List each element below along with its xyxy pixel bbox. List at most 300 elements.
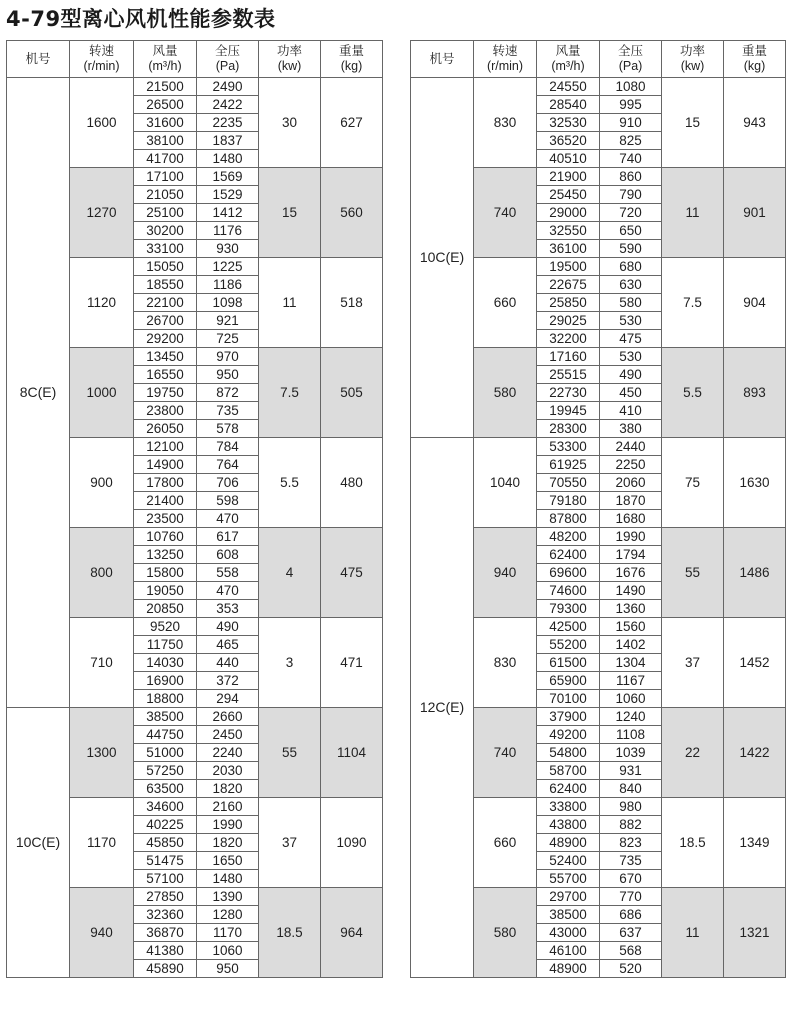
airflow-cell: 26050 bbox=[134, 420, 197, 438]
pressure-cell: 372 bbox=[197, 672, 259, 690]
speed-cell: 900 bbox=[70, 438, 134, 528]
speed-cell: 940 bbox=[474, 528, 537, 618]
pressure-cell: 840 bbox=[600, 780, 662, 798]
column-header bbox=[474, 41, 537, 78]
airflow-cell: 29200 bbox=[134, 330, 197, 348]
airflow-cell: 25515 bbox=[537, 366, 600, 384]
column-header-unit: (kg) bbox=[743, 59, 766, 73]
airflow-cell: 26500 bbox=[134, 96, 197, 114]
pressure-cell: 2660 bbox=[197, 708, 259, 726]
airflow-cell: 29000 bbox=[537, 204, 600, 222]
pressure-cell: 1529 bbox=[197, 186, 259, 204]
airflow-cell: 57250 bbox=[134, 762, 197, 780]
airflow-cell: 21050 bbox=[134, 186, 197, 204]
column-header-name: 重量 bbox=[338, 44, 364, 58]
pressure-cell: 1167 bbox=[600, 672, 662, 690]
airflow-cell: 10760 bbox=[134, 528, 197, 546]
pressure-cell: 450 bbox=[600, 384, 662, 402]
pressure-cell: 294 bbox=[197, 690, 259, 708]
pressure-cell: 490 bbox=[197, 618, 259, 636]
column-header bbox=[411, 41, 474, 78]
speed-cell: 800 bbox=[70, 528, 134, 618]
airflow-cell: 23800 bbox=[134, 402, 197, 420]
weight-cell: 627 bbox=[321, 78, 383, 168]
column-header-unit: (m³/h) bbox=[551, 59, 585, 73]
pressure-cell: 1794 bbox=[600, 546, 662, 564]
table-header-row bbox=[411, 41, 786, 78]
power-cell: 37 bbox=[662, 618, 724, 708]
pressure-cell: 680 bbox=[600, 258, 662, 276]
pressure-cell: 598 bbox=[197, 492, 259, 510]
airflow-cell: 16900 bbox=[134, 672, 197, 690]
airflow-cell: 65900 bbox=[537, 672, 600, 690]
pressure-cell: 1304 bbox=[600, 654, 662, 672]
speed-cell: 1170 bbox=[70, 798, 134, 888]
speed-cell: 740 bbox=[474, 168, 537, 258]
airflow-cell: 21400 bbox=[134, 492, 197, 510]
power-cell: 37 bbox=[259, 798, 321, 888]
pressure-cell: 578 bbox=[197, 420, 259, 438]
airflow-cell: 63500 bbox=[134, 780, 197, 798]
pressure-cell: 1176 bbox=[197, 222, 259, 240]
weight-cell: 1630 bbox=[724, 438, 786, 528]
table-header-row bbox=[7, 41, 383, 78]
pressure-cell: 1480 bbox=[197, 150, 259, 168]
column-header-name: 转速 bbox=[88, 44, 114, 58]
airflow-cell: 43000 bbox=[537, 924, 600, 942]
weight-cell: 964 bbox=[321, 888, 383, 978]
column-header bbox=[259, 41, 321, 78]
pressure-cell: 410 bbox=[600, 402, 662, 420]
pressure-cell: 490 bbox=[600, 366, 662, 384]
pressure-cell: 558 bbox=[197, 564, 259, 582]
pressure-cell: 735 bbox=[600, 852, 662, 870]
pressure-cell: 470 bbox=[197, 582, 259, 600]
pressure-cell: 475 bbox=[600, 330, 662, 348]
pressure-cell: 530 bbox=[600, 312, 662, 330]
pressure-cell: 608 bbox=[197, 546, 259, 564]
weight-cell: 480 bbox=[321, 438, 383, 528]
power-cell: 11 bbox=[662, 888, 724, 978]
column-header bbox=[70, 41, 134, 78]
airflow-cell: 51475 bbox=[134, 852, 197, 870]
airflow-cell: 54800 bbox=[537, 744, 600, 762]
airflow-cell: 40225 bbox=[134, 816, 197, 834]
column-header-name: 重量 bbox=[741, 44, 767, 58]
airflow-cell: 46100 bbox=[537, 942, 600, 960]
airflow-cell: 40510 bbox=[537, 150, 600, 168]
weight-cell: 1321 bbox=[724, 888, 786, 978]
speed-cell: 830 bbox=[474, 618, 537, 708]
airflow-cell: 18550 bbox=[134, 276, 197, 294]
pressure-cell: 1870 bbox=[600, 492, 662, 510]
airflow-cell: 31600 bbox=[134, 114, 197, 132]
speed-cell: 580 bbox=[474, 888, 537, 978]
power-cell: 7.5 bbox=[662, 258, 724, 348]
column-header bbox=[321, 41, 383, 78]
airflow-cell: 42500 bbox=[537, 618, 600, 636]
pressure-cell: 930 bbox=[197, 240, 259, 258]
airflow-cell: 34600 bbox=[134, 798, 197, 816]
airflow-cell: 12100 bbox=[134, 438, 197, 456]
pressure-cell: 950 bbox=[197, 366, 259, 384]
airflow-cell: 32200 bbox=[537, 330, 600, 348]
column-header-name: 转速 bbox=[492, 44, 518, 58]
airflow-cell: 62400 bbox=[537, 780, 600, 798]
power-cell: 11 bbox=[662, 168, 724, 258]
airflow-cell: 33800 bbox=[537, 798, 600, 816]
airflow-cell: 19945 bbox=[537, 402, 600, 420]
pressure-cell: 2160 bbox=[197, 798, 259, 816]
pressure-cell: 637 bbox=[600, 924, 662, 942]
pressure-cell: 970 bbox=[197, 348, 259, 366]
airflow-cell: 19050 bbox=[134, 582, 197, 600]
pressure-cell: 720 bbox=[600, 204, 662, 222]
pressure-cell: 465 bbox=[197, 636, 259, 654]
airflow-cell: 38100 bbox=[134, 132, 197, 150]
pressure-cell: 725 bbox=[197, 330, 259, 348]
column-header-unit: (m³/h) bbox=[148, 59, 182, 73]
model-cell: 10C(E) bbox=[7, 708, 70, 978]
pressure-cell: 470 bbox=[197, 510, 259, 528]
airflow-cell: 26700 bbox=[134, 312, 197, 330]
pressure-cell: 1480 bbox=[197, 870, 259, 888]
airflow-cell: 70550 bbox=[537, 474, 600, 492]
speed-cell: 940 bbox=[70, 888, 134, 978]
column-header-name: 全压 bbox=[214, 44, 240, 58]
power-cell: 18.5 bbox=[662, 798, 724, 888]
weight-cell: 943 bbox=[724, 78, 786, 168]
airflow-cell: 14900 bbox=[134, 456, 197, 474]
airflow-cell: 17100 bbox=[134, 168, 197, 186]
performance-table-left bbox=[6, 40, 383, 978]
airflow-cell: 48900 bbox=[537, 960, 600, 978]
airflow-cell: 70100 bbox=[537, 690, 600, 708]
airflow-cell: 28300 bbox=[537, 420, 600, 438]
airflow-cell: 32550 bbox=[537, 222, 600, 240]
airflow-cell: 38500 bbox=[134, 708, 197, 726]
column-header bbox=[537, 41, 600, 78]
speed-cell: 1270 bbox=[70, 168, 134, 258]
airflow-cell: 30200 bbox=[134, 222, 197, 240]
pressure-cell: 735 bbox=[197, 402, 259, 420]
airflow-cell: 29025 bbox=[537, 312, 600, 330]
airflow-cell: 20850 bbox=[134, 600, 197, 618]
airflow-cell: 32360 bbox=[134, 906, 197, 924]
airflow-cell: 23500 bbox=[134, 510, 197, 528]
weight-cell: 904 bbox=[724, 258, 786, 348]
pressure-cell: 2422 bbox=[197, 96, 259, 114]
weight-cell: 1349 bbox=[724, 798, 786, 888]
airflow-cell: 41700 bbox=[134, 150, 197, 168]
column-header-unit: (kw) bbox=[277, 59, 302, 73]
airflow-cell: 55200 bbox=[537, 636, 600, 654]
pressure-cell: 1990 bbox=[197, 816, 259, 834]
airflow-cell: 13450 bbox=[134, 348, 197, 366]
power-cell: 5.5 bbox=[662, 348, 724, 438]
airflow-cell: 74600 bbox=[537, 582, 600, 600]
airflow-cell: 45850 bbox=[134, 834, 197, 852]
speed-cell: 740 bbox=[474, 708, 537, 798]
weight-cell: 1104 bbox=[321, 708, 383, 798]
model-cell: 8C(E) bbox=[7, 78, 70, 708]
column-header bbox=[134, 41, 197, 78]
pressure-cell: 2030 bbox=[197, 762, 259, 780]
column-header-unit: (Pa) bbox=[618, 59, 643, 73]
pressure-cell: 1560 bbox=[600, 618, 662, 636]
speed-cell: 1040 bbox=[474, 438, 537, 528]
pressure-cell: 1490 bbox=[600, 582, 662, 600]
power-cell: 4 bbox=[259, 528, 321, 618]
column-header-unit: (kg) bbox=[340, 59, 363, 73]
pressure-cell: 910 bbox=[600, 114, 662, 132]
performance-table-right bbox=[410, 40, 786, 978]
pressure-cell: 1108 bbox=[600, 726, 662, 744]
airflow-cell: 61500 bbox=[537, 654, 600, 672]
weight-cell: 1486 bbox=[724, 528, 786, 618]
airflow-cell: 24550 bbox=[537, 78, 600, 96]
airflow-cell: 69600 bbox=[537, 564, 600, 582]
airflow-cell: 43800 bbox=[537, 816, 600, 834]
airflow-cell: 27850 bbox=[134, 888, 197, 906]
pressure-cell: 823 bbox=[600, 834, 662, 852]
table-row bbox=[7, 78, 383, 96]
pressure-cell: 825 bbox=[600, 132, 662, 150]
pressure-cell: 931 bbox=[600, 762, 662, 780]
pressure-cell: 882 bbox=[600, 816, 662, 834]
column-header-unit: (r/min) bbox=[486, 59, 524, 73]
pressure-cell: 1225 bbox=[197, 258, 259, 276]
pressure-cell: 568 bbox=[600, 942, 662, 960]
weight-cell: 1090 bbox=[321, 798, 383, 888]
column-header-unit: (kw) bbox=[680, 59, 705, 73]
airflow-cell: 38500 bbox=[537, 906, 600, 924]
airflow-cell: 51000 bbox=[134, 744, 197, 762]
pressure-cell: 1280 bbox=[197, 906, 259, 924]
airflow-cell: 33100 bbox=[134, 240, 197, 258]
speed-cell: 830 bbox=[474, 78, 537, 168]
pressure-cell: 1837 bbox=[197, 132, 259, 150]
weight-cell: 518 bbox=[321, 258, 383, 348]
power-cell: 7.5 bbox=[259, 348, 321, 438]
airflow-cell: 22100 bbox=[134, 294, 197, 312]
airflow-cell: 15050 bbox=[134, 258, 197, 276]
power-cell: 5.5 bbox=[259, 438, 321, 528]
power-cell: 18.5 bbox=[259, 888, 321, 978]
airflow-cell: 79180 bbox=[537, 492, 600, 510]
pressure-cell: 1060 bbox=[600, 690, 662, 708]
airflow-cell: 16550 bbox=[134, 366, 197, 384]
weight-cell: 1452 bbox=[724, 618, 786, 708]
pressure-cell: 872 bbox=[197, 384, 259, 402]
pressure-cell: 2250 bbox=[600, 456, 662, 474]
column-header bbox=[600, 41, 662, 78]
pressure-cell: 1080 bbox=[600, 78, 662, 96]
pressure-cell: 2060 bbox=[600, 474, 662, 492]
airflow-cell: 87800 bbox=[537, 510, 600, 528]
airflow-cell: 25100 bbox=[134, 204, 197, 222]
power-cell: 3 bbox=[259, 618, 321, 708]
column-header-unit: (r/min) bbox=[83, 59, 120, 73]
column-header-name: 机号 bbox=[429, 51, 455, 66]
pressure-cell: 740 bbox=[600, 150, 662, 168]
airflow-cell: 48200 bbox=[537, 528, 600, 546]
speed-cell: 1300 bbox=[70, 708, 134, 798]
power-cell: 15 bbox=[662, 78, 724, 168]
pressure-cell: 1820 bbox=[197, 780, 259, 798]
pressure-cell: 1676 bbox=[600, 564, 662, 582]
airflow-cell: 36100 bbox=[537, 240, 600, 258]
pressure-cell: 617 bbox=[197, 528, 259, 546]
airflow-cell: 57100 bbox=[134, 870, 197, 888]
airflow-cell: 44750 bbox=[134, 726, 197, 744]
pressure-cell: 1820 bbox=[197, 834, 259, 852]
pressure-cell: 2450 bbox=[197, 726, 259, 744]
airflow-cell: 9520 bbox=[134, 618, 197, 636]
pressure-cell: 520 bbox=[600, 960, 662, 978]
airflow-cell: 21500 bbox=[134, 78, 197, 96]
column-header-name: 功率 bbox=[679, 44, 705, 58]
airflow-cell: 61925 bbox=[537, 456, 600, 474]
pressure-cell: 686 bbox=[600, 906, 662, 924]
airflow-cell: 19500 bbox=[537, 258, 600, 276]
power-cell: 30 bbox=[259, 78, 321, 168]
column-header-name: 功率 bbox=[276, 44, 302, 58]
airflow-cell: 22730 bbox=[537, 384, 600, 402]
airflow-cell: 53300 bbox=[537, 438, 600, 456]
table-row bbox=[411, 438, 786, 456]
table-row bbox=[411, 78, 786, 96]
pressure-cell: 1650 bbox=[197, 852, 259, 870]
pressure-cell: 1186 bbox=[197, 276, 259, 294]
pressure-cell: 1990 bbox=[600, 528, 662, 546]
airflow-cell: 21900 bbox=[537, 168, 600, 186]
pressure-cell: 1060 bbox=[197, 942, 259, 960]
airflow-cell: 37900 bbox=[537, 708, 600, 726]
speed-cell: 660 bbox=[474, 798, 537, 888]
airflow-cell: 15800 bbox=[134, 564, 197, 582]
table-row bbox=[7, 708, 383, 726]
pressure-cell: 950 bbox=[197, 960, 259, 978]
speed-cell: 710 bbox=[70, 618, 134, 708]
pressure-cell: 2490 bbox=[197, 78, 259, 96]
airflow-cell: 58700 bbox=[537, 762, 600, 780]
pressure-cell: 580 bbox=[600, 294, 662, 312]
pressure-cell: 1240 bbox=[600, 708, 662, 726]
airflow-cell: 62400 bbox=[537, 546, 600, 564]
pressure-cell: 1390 bbox=[197, 888, 259, 906]
column-header bbox=[7, 41, 70, 78]
pressure-cell: 440 bbox=[197, 654, 259, 672]
airflow-cell: 32530 bbox=[537, 114, 600, 132]
pressure-cell: 764 bbox=[197, 456, 259, 474]
column-header bbox=[662, 41, 724, 78]
power-cell: 55 bbox=[662, 528, 724, 618]
weight-cell: 893 bbox=[724, 348, 786, 438]
airflow-cell: 48900 bbox=[537, 834, 600, 852]
power-cell: 75 bbox=[662, 438, 724, 528]
airflow-cell: 52400 bbox=[537, 852, 600, 870]
pressure-cell: 784 bbox=[197, 438, 259, 456]
column-header bbox=[197, 41, 259, 78]
column-header-name: 机号 bbox=[25, 51, 51, 66]
pressure-cell: 380 bbox=[600, 420, 662, 438]
model-cell: 12C(E) bbox=[411, 438, 474, 978]
airflow-cell: 11750 bbox=[134, 636, 197, 654]
pressure-cell: 1569 bbox=[197, 168, 259, 186]
pressure-cell: 1360 bbox=[600, 600, 662, 618]
column-header bbox=[724, 41, 786, 78]
speed-cell: 580 bbox=[474, 348, 537, 438]
airflow-cell: 22675 bbox=[537, 276, 600, 294]
pressure-cell: 980 bbox=[600, 798, 662, 816]
airflow-cell: 29700 bbox=[537, 888, 600, 906]
airflow-cell: 45890 bbox=[134, 960, 197, 978]
pressure-cell: 995 bbox=[600, 96, 662, 114]
weight-cell: 505 bbox=[321, 348, 383, 438]
speed-cell: 1600 bbox=[70, 78, 134, 168]
pressure-cell: 790 bbox=[600, 186, 662, 204]
pressure-cell: 2440 bbox=[600, 438, 662, 456]
pressure-cell: 650 bbox=[600, 222, 662, 240]
airflow-cell: 19750 bbox=[134, 384, 197, 402]
airflow-cell: 13250 bbox=[134, 546, 197, 564]
pressure-cell: 530 bbox=[600, 348, 662, 366]
pressure-cell: 630 bbox=[600, 276, 662, 294]
pressure-cell: 1170 bbox=[197, 924, 259, 942]
pressure-cell: 1680 bbox=[600, 510, 662, 528]
airflow-cell: 41380 bbox=[134, 942, 197, 960]
pressure-cell: 1039 bbox=[600, 744, 662, 762]
pressure-cell: 353 bbox=[197, 600, 259, 618]
speed-cell: 1120 bbox=[70, 258, 134, 348]
pressure-cell: 1412 bbox=[197, 204, 259, 222]
pressure-cell: 2240 bbox=[197, 744, 259, 762]
airflow-cell: 49200 bbox=[537, 726, 600, 744]
model-cell: 10C(E) bbox=[411, 78, 474, 438]
power-cell: 11 bbox=[259, 258, 321, 348]
pressure-cell: 670 bbox=[600, 870, 662, 888]
power-cell: 22 bbox=[662, 708, 724, 798]
column-header-name: 风量 bbox=[555, 44, 581, 58]
power-cell: 15 bbox=[259, 168, 321, 258]
pressure-cell: 770 bbox=[600, 888, 662, 906]
column-header-name: 风量 bbox=[152, 44, 178, 58]
airflow-cell: 25850 bbox=[537, 294, 600, 312]
pressure-cell: 1402 bbox=[600, 636, 662, 654]
weight-cell: 471 bbox=[321, 618, 383, 708]
pressure-cell: 1098 bbox=[197, 294, 259, 312]
airflow-cell: 25450 bbox=[537, 186, 600, 204]
weight-cell: 1422 bbox=[724, 708, 786, 798]
airflow-cell: 55700 bbox=[537, 870, 600, 888]
airflow-cell: 79300 bbox=[537, 600, 600, 618]
weight-cell: 560 bbox=[321, 168, 383, 258]
pressure-cell: 2235 bbox=[197, 114, 259, 132]
airflow-cell: 17160 bbox=[537, 348, 600, 366]
airflow-cell: 36870 bbox=[134, 924, 197, 942]
airflow-cell: 18800 bbox=[134, 690, 197, 708]
column-header-unit: (Pa) bbox=[215, 59, 240, 73]
pressure-cell: 860 bbox=[600, 168, 662, 186]
speed-cell: 660 bbox=[474, 258, 537, 348]
column-header-name: 全压 bbox=[617, 44, 643, 58]
pressure-cell: 590 bbox=[600, 240, 662, 258]
speed-cell: 1000 bbox=[70, 348, 134, 438]
airflow-cell: 36520 bbox=[537, 132, 600, 150]
pressure-cell: 706 bbox=[197, 474, 259, 492]
airflow-cell: 28540 bbox=[537, 96, 600, 114]
